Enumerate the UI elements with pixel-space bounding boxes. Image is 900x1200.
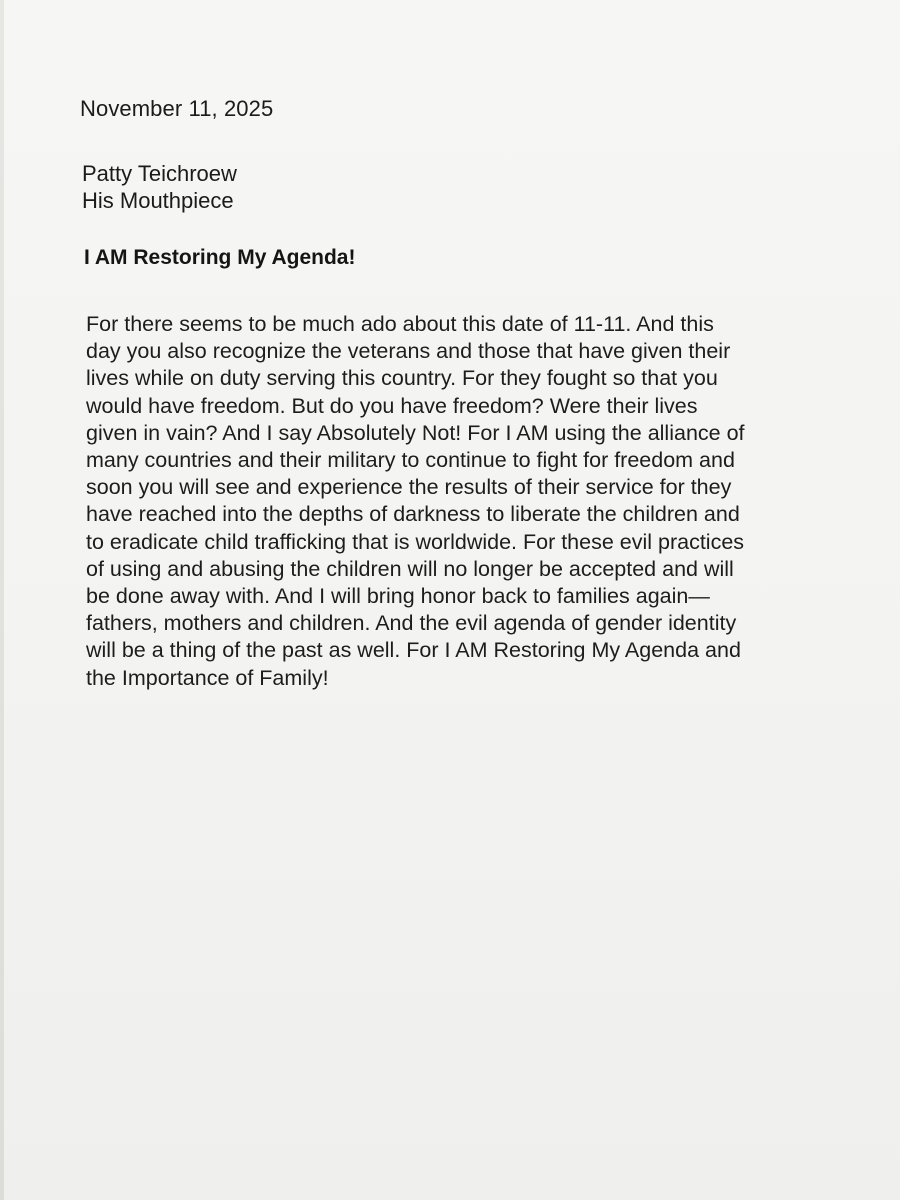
body-line: be done away with. And I will bring honor back to families again— [86,584,710,609]
body-line: lives while on duty serving this country. For they fought so that you [86,366,718,391]
author-name: Patty Teichroew [82,161,237,186]
letter-date: November 11, 2025 [80,96,274,121]
body-line: For there seems to be much ado about this date of 11-11. And this [86,312,714,336]
letter-body [86,311,866,692]
body-line: to eradicate child trafficking that is worldwide. For these evil practices [86,529,745,554]
body-line: given in vain? And I say Absolutely Not! For I AM using the alliance of [86,420,745,445]
body-line: will be a thing of the past as well. For I AM Restoring My Agenda and [86,638,741,663]
author-role: His Mouthpiece [82,188,234,213]
body-line: fathers, mothers and children. And the evil agenda of gender identity [86,611,737,636]
body-line: would have freedom. But do you have freedom? Were their lives [86,393,698,418]
body-line: day you also recognize the veterans and those that have given their [86,339,731,364]
body-line: of using and abusing the children will no longer be accepted and will [86,556,734,581]
body-line: the Importance of Family! [86,665,329,690]
body-line: many countries and their military to continue to fight for freedom and [86,448,735,473]
body-line: have reached into the depths of darkness to liberate the children and [86,502,740,527]
body-line: soon you will see and experience the results of their service for they [86,475,732,500]
author-block [82,160,237,214]
letter-title: I AM Restoring My Agenda! [84,246,356,269]
